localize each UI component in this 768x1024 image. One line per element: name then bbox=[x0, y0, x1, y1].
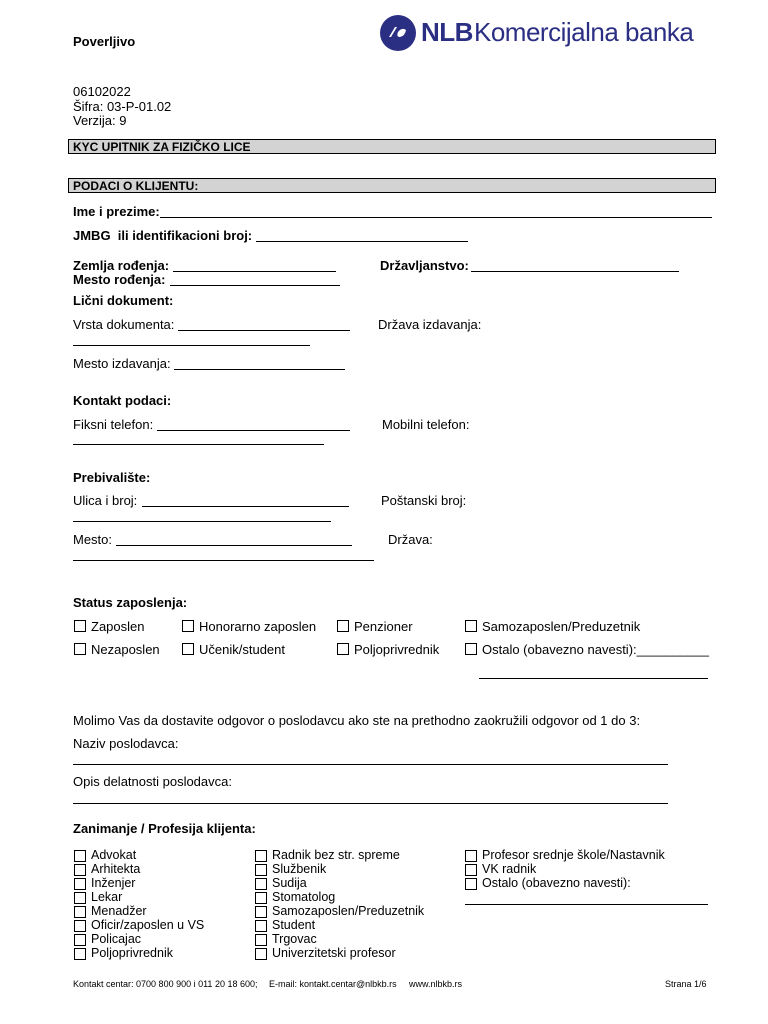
profession-checkbox[interactable] bbox=[74, 850, 86, 862]
profession-option-label: Poljoprivrednik bbox=[91, 946, 173, 960]
employment-option-label: Zaposlen bbox=[91, 619, 145, 634]
employment-checkbox-unemployed[interactable] bbox=[74, 643, 86, 655]
employment-option-label: Penzioner bbox=[354, 619, 413, 634]
jmbg-label: JMBG ili identifikacioni broj: bbox=[73, 228, 253, 243]
profession-checkbox[interactable] bbox=[255, 934, 267, 946]
employer-name-label: Naziv poslodavca: bbox=[73, 736, 179, 751]
country-label: Država: bbox=[388, 532, 433, 547]
employment-checkbox-self-employed[interactable] bbox=[465, 620, 477, 632]
profession-option-label: Sudija bbox=[272, 876, 307, 890]
issue-place-label: Mesto izdavanja: bbox=[73, 356, 171, 371]
birth-place-label: Mesto rođenja: bbox=[73, 272, 166, 287]
birth-place-field[interactable] bbox=[170, 285, 340, 286]
confidential-label: Poverljivo bbox=[73, 34, 136, 49]
profession-checkbox[interactable] bbox=[255, 906, 267, 918]
profession-checkbox[interactable] bbox=[255, 850, 267, 862]
employment-option-label: Poljoprivrednik bbox=[354, 642, 440, 657]
issue-country-label: Država izdavanja: bbox=[378, 317, 482, 332]
name-label: Ime i prezime: bbox=[73, 204, 160, 219]
logo-text-bank: Komercijalna banka bbox=[474, 17, 694, 47]
citizenship-label: Državljanstvo: bbox=[380, 258, 469, 273]
section-client-bar: PODACI O KLIJENTU: bbox=[68, 178, 716, 193]
profession-other-field[interactable] bbox=[465, 904, 708, 905]
postal-field[interactable] bbox=[73, 521, 331, 522]
employment-other-field[interactable] bbox=[479, 678, 708, 679]
birth-country-label: Zemlja rođenja: bbox=[73, 258, 170, 273]
profession-option-label: Inženjer bbox=[91, 876, 136, 890]
footer-page: Strana 1/6 bbox=[665, 979, 707, 989]
profession-option-label: Radnik bez str. spreme bbox=[272, 848, 400, 862]
landline-field[interactable] bbox=[157, 430, 350, 431]
employer-activity-field[interactable] bbox=[73, 803, 668, 804]
doc-type-label: Vrsta dokumenta: bbox=[73, 317, 175, 332]
issue-country-field[interactable] bbox=[73, 345, 310, 346]
logo-text-nlb: NLB bbox=[421, 17, 473, 47]
issue-place-field[interactable] bbox=[174, 369, 345, 370]
doc-date: 06102022 bbox=[73, 84, 131, 99]
profession-option-label: Lekar bbox=[91, 890, 123, 904]
employment-checkbox-part-time[interactable] bbox=[182, 620, 194, 632]
profession-option-label: Menadžer bbox=[91, 904, 147, 918]
profession-checkbox[interactable] bbox=[465, 864, 477, 876]
profession-checkbox[interactable] bbox=[74, 906, 86, 918]
profession-checkbox[interactable] bbox=[74, 864, 86, 876]
doc-type-field[interactable] bbox=[178, 330, 350, 331]
profession-option-label: Samozaposlen/Preduzetnik bbox=[272, 904, 425, 918]
profession-checkbox[interactable] bbox=[255, 892, 267, 904]
profession-checkbox[interactable] bbox=[255, 948, 267, 960]
mobile-label: Mobilni telefon: bbox=[382, 417, 470, 432]
profession-option-label: Policajac bbox=[91, 932, 142, 946]
profession-checkbox[interactable] bbox=[255, 878, 267, 890]
employment-option-label: Samozaposlen/Preduzetnik bbox=[482, 619, 641, 634]
profession-option-label: Oficir/zaposlen u VS bbox=[91, 918, 205, 932]
contact-label: Kontakt podaci: bbox=[73, 393, 172, 408]
profession-checkbox[interactable] bbox=[465, 878, 477, 890]
profession-title: Zanimanje / Profesija klijenta: bbox=[73, 821, 256, 836]
name-field[interactable] bbox=[160, 217, 712, 218]
city-field[interactable] bbox=[116, 545, 352, 546]
employment-option-label: Učenik/student bbox=[199, 642, 285, 657]
footer-contact: Kontakt centar: 0700 800 900 i 011 20 18 600; bbox=[73, 979, 258, 989]
profession-checkbox[interactable] bbox=[74, 934, 86, 946]
profession-checkbox[interactable] bbox=[465, 850, 477, 862]
employment-checkbox-other[interactable] bbox=[465, 643, 477, 655]
profession-checkbox[interactable] bbox=[74, 948, 86, 960]
employer-name-field[interactable] bbox=[73, 764, 668, 765]
residence-label: Prebivalište: bbox=[73, 470, 151, 485]
profession-checkbox[interactable] bbox=[255, 864, 267, 876]
doc-code: Šifra: 03-P-01.02 bbox=[73, 99, 172, 114]
street-field[interactable] bbox=[142, 506, 349, 507]
birth-country-field[interactable] bbox=[173, 271, 336, 272]
profession-checkbox[interactable] bbox=[255, 920, 267, 932]
street-label: Ulica i broj: bbox=[73, 493, 138, 508]
employment-checkbox-student[interactable] bbox=[182, 643, 194, 655]
landline-label: Fiksni telefon: bbox=[73, 417, 154, 432]
profession-option-label: Profesor srednje škole/Nastavnik bbox=[482, 848, 665, 862]
id-doc-label: Lični dokument: bbox=[73, 293, 174, 308]
profession-option-label: Student bbox=[272, 918, 316, 932]
profession-option-label: Arhitekta bbox=[91, 862, 141, 876]
postal-label: Poštanski broj: bbox=[381, 493, 467, 508]
profession-option-label: VK radnik bbox=[482, 862, 537, 876]
footer-web[interactable]: www.nlbkb.rs bbox=[409, 979, 463, 989]
form-title-bar: KYC UPITNIK ZA FIZIČKO LICE bbox=[68, 139, 716, 154]
profession-checkbox[interactable] bbox=[74, 920, 86, 932]
jmbg-field[interactable] bbox=[256, 241, 468, 242]
mobile-field[interactable] bbox=[73, 444, 324, 445]
citizenship-field[interactable] bbox=[471, 271, 679, 272]
profession-option-label: Službenik bbox=[272, 862, 327, 876]
profession-checkbox[interactable] bbox=[74, 878, 86, 890]
employment-option-label: Ostalo (obavezno navesti):__________ bbox=[482, 642, 709, 657]
profession-option-label: Stomatolog bbox=[272, 890, 336, 904]
employment-checkbox-employed[interactable] bbox=[74, 620, 86, 632]
profession-option-label: Ostalo (obavezno navesti): bbox=[482, 876, 631, 890]
city-label: Mesto: bbox=[73, 532, 113, 547]
employment-checkbox-farmer[interactable] bbox=[337, 643, 349, 655]
employment-checkbox-retired[interactable] bbox=[337, 620, 349, 632]
profession-option-label: Trgovac bbox=[272, 932, 317, 946]
profession-checkbox[interactable] bbox=[74, 892, 86, 904]
country-field[interactable] bbox=[73, 560, 374, 561]
profession-option-label: Advokat bbox=[91, 848, 137, 862]
nlb-logo-icon bbox=[380, 15, 416, 51]
profession-option-label: Univerzitetski profesor bbox=[272, 946, 396, 960]
employer-note: Molimo Vas da dostavite odgovor o poslodavcu ako ste na prethodno zaokružili odgovor od 1 do 3: bbox=[73, 713, 641, 728]
employment-title: Status zaposlenja: bbox=[73, 595, 188, 610]
employment-option-label: Honorarno zaposlen bbox=[199, 619, 317, 634]
footer-email[interactable]: E-mail: kontakt.centar@nlbkb.rs bbox=[269, 979, 397, 989]
employer-activity-label: Opis delatnosti poslodavca: bbox=[73, 774, 232, 789]
employment-option-label: Nezaposlen bbox=[91, 642, 160, 657]
doc-version: Verzija: 9 bbox=[73, 113, 127, 128]
